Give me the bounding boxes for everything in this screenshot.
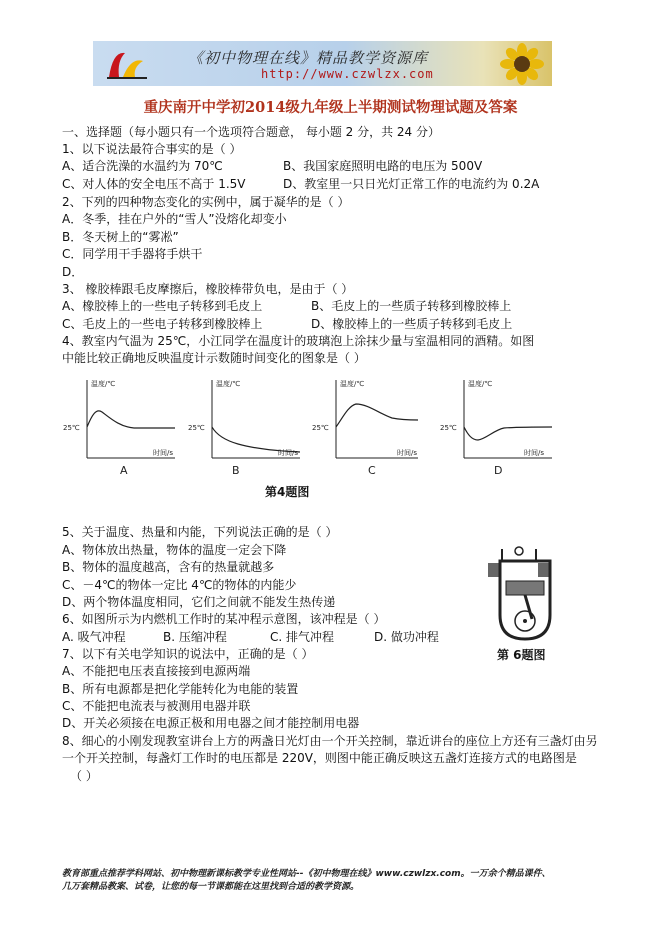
q2-option-a: A．冬季，挂在户外的“雪人”没熔化却变小	[62, 212, 287, 226]
q7-option-d: D、开关必须接在电源正极和用电器之间才能控制用电器	[62, 716, 360, 730]
q7-option-c: C、不能把电流表与被测用电器并联	[62, 699, 251, 713]
graph-c-xlabel: 时间/s	[397, 449, 418, 457]
q4-stem-line1: 4、教室内气温为 25℃，小江同学在温度计的玻璃泡上涂抹少量与室温相同的酒精。如图	[62, 334, 535, 348]
q3-option-c: C、毛皮上的一些电子转移到橡胶棒上	[62, 317, 263, 331]
graph-b-tick: 25℃	[188, 424, 205, 432]
q2-stem: 2、下列的四种物态变化的实例中，属于凝华的是（ ）	[62, 195, 350, 209]
graph-d-tick: 25℃	[440, 424, 457, 432]
q6-option-a: A. 吸气冲程	[62, 630, 126, 644]
q8-answer-blank: （ ）	[70, 769, 98, 783]
q6-figure-caption: 第 6题图	[497, 648, 546, 662]
graph-d-label: D	[494, 464, 503, 477]
q6-option-c: C. 排气冲程	[270, 630, 335, 644]
graph-d	[440, 379, 552, 477]
q2-option-c: C．同学用干手器将手烘干	[62, 247, 203, 261]
footer-line2: 几万套精品教案、试卷，让您的每一节课都能在这里找到合适的教学资源。	[62, 882, 360, 892]
q3-option-b: B、毛皮上的一些质子转移到橡胶棒上	[311, 299, 512, 313]
q3-option-d: D、橡胶棒上的一些质子转移到毛皮上	[311, 317, 513, 331]
q1-option-b: B、我国家庭照明电路的电压为 500V	[283, 159, 483, 173]
graph-c-label: C	[368, 464, 376, 477]
q6-option-b: B. 压缩冲程	[163, 630, 227, 644]
q1-option-a: A、适合洗澡的水温约为 70℃	[62, 159, 223, 173]
q2-option-d: D．	[62, 265, 84, 279]
banner-url: http://www.czwlzx.com	[261, 67, 434, 81]
q1-stem: 1、以下说法最符合事实的是（ ）	[62, 142, 242, 156]
graph-b-label: B	[232, 464, 240, 477]
graph-a-ylabel: 温度/℃	[91, 380, 116, 388]
q5-option-d: D、两个物体温度相同，它们之间就不能发生热传递	[62, 595, 336, 609]
graph-d-xlabel: 时间/s	[524, 449, 545, 457]
header-banner	[93, 41, 552, 86]
q7-option-b: B、所有电源都是把化学能转化为电能的装置	[62, 682, 299, 696]
graph-d-ylabel: 温度/℃	[468, 380, 493, 388]
q3-stem: 3、 橡胶棒跟毛皮摩擦后，橡胶棒带负电，是由于（ ）	[62, 282, 354, 296]
site-logo-icon	[105, 47, 149, 81]
banner-title: 《初中物理在线》精品教学资源库	[188, 49, 429, 67]
q3-option-a: A、橡胶棒上的一些电子转移到毛皮上	[62, 299, 263, 313]
graph-b	[188, 379, 300, 477]
graph-b-ylabel: 温度/℃	[216, 380, 241, 388]
q4-graphs-figure	[58, 374, 558, 499]
q6-option-d: D. 做功冲程	[374, 630, 439, 644]
graph-a-label: A	[120, 464, 128, 477]
graph-a	[63, 379, 175, 477]
graph-c-tick: 25℃	[312, 424, 329, 432]
q1-option-d: D、教室里一只日光灯正常工作的电流约为 0.2A	[283, 177, 540, 191]
q2-option-b: B．冬天树上的“雾凇”	[62, 230, 179, 244]
graph-a-xlabel: 时间/s	[153, 449, 174, 457]
q8-stem-line1: 8、细心的小刚发现教室讲台上方的两盏日光灯由一个开关控制，靠近讲台的座位上方还有三盏灯由另	[62, 734, 598, 748]
q4-stem-line2: 中能比较正确地反映温度计示数随时间变化的图象是（ ）	[62, 351, 366, 365]
graph-a-tick: 25℃	[63, 424, 80, 432]
graph-b-xlabel: 时间/s	[278, 449, 299, 457]
q5-option-a: A、物体放出热量，物体的温度一定会下降	[62, 543, 287, 557]
graph-c-ylabel: 温度/℃	[340, 380, 365, 388]
q6-stem: 6、如图所示为内燃机工作时的某冲程示意图，该冲程是（ ）	[62, 612, 386, 626]
sunflower-icon	[498, 43, 546, 85]
section-heading: 一、选择题（每小题只有一个选项符合题意， 每小题 2 分，共 24 分）	[62, 125, 440, 139]
q7-option-a: A、不能把电压表直接接到电源两端	[62, 664, 251, 678]
document-title: 重庆南开中学初2014级九年级上半期测试物理试题及答案	[143, 99, 518, 116]
q5-option-b: B、物体的温度越高，含有的热量就越多	[62, 560, 275, 574]
graph-c	[312, 379, 418, 477]
q8-stem-line2: 一个开关控制，每盏灯工作时的电压都是 220V，则图中能正确反映这五盏灯连接方式的电路图是	[62, 751, 577, 765]
q5-stem: 5、关于温度、热量和内能，下列说法正确的是（ ）	[62, 525, 338, 539]
footer-line1: 教育部重点推荐学科网站、初中物理新课标教学专业性网站--《初中物理在线》www.czwlzx.com。一万余个精品课件、	[62, 869, 551, 879]
q7-stem: 7、以下有关电学知识的说法中，正确的是（ ）	[62, 647, 314, 661]
engine-stroke-diagram	[480, 545, 570, 645]
q5-option-c: C、－4℃的物体一定比 4℃的物体的内能少	[62, 578, 297, 592]
q4-figure-caption: 第4题图	[265, 485, 310, 499]
q1-option-c: C、对人体的安全电压不高于 1.5V	[62, 177, 246, 191]
